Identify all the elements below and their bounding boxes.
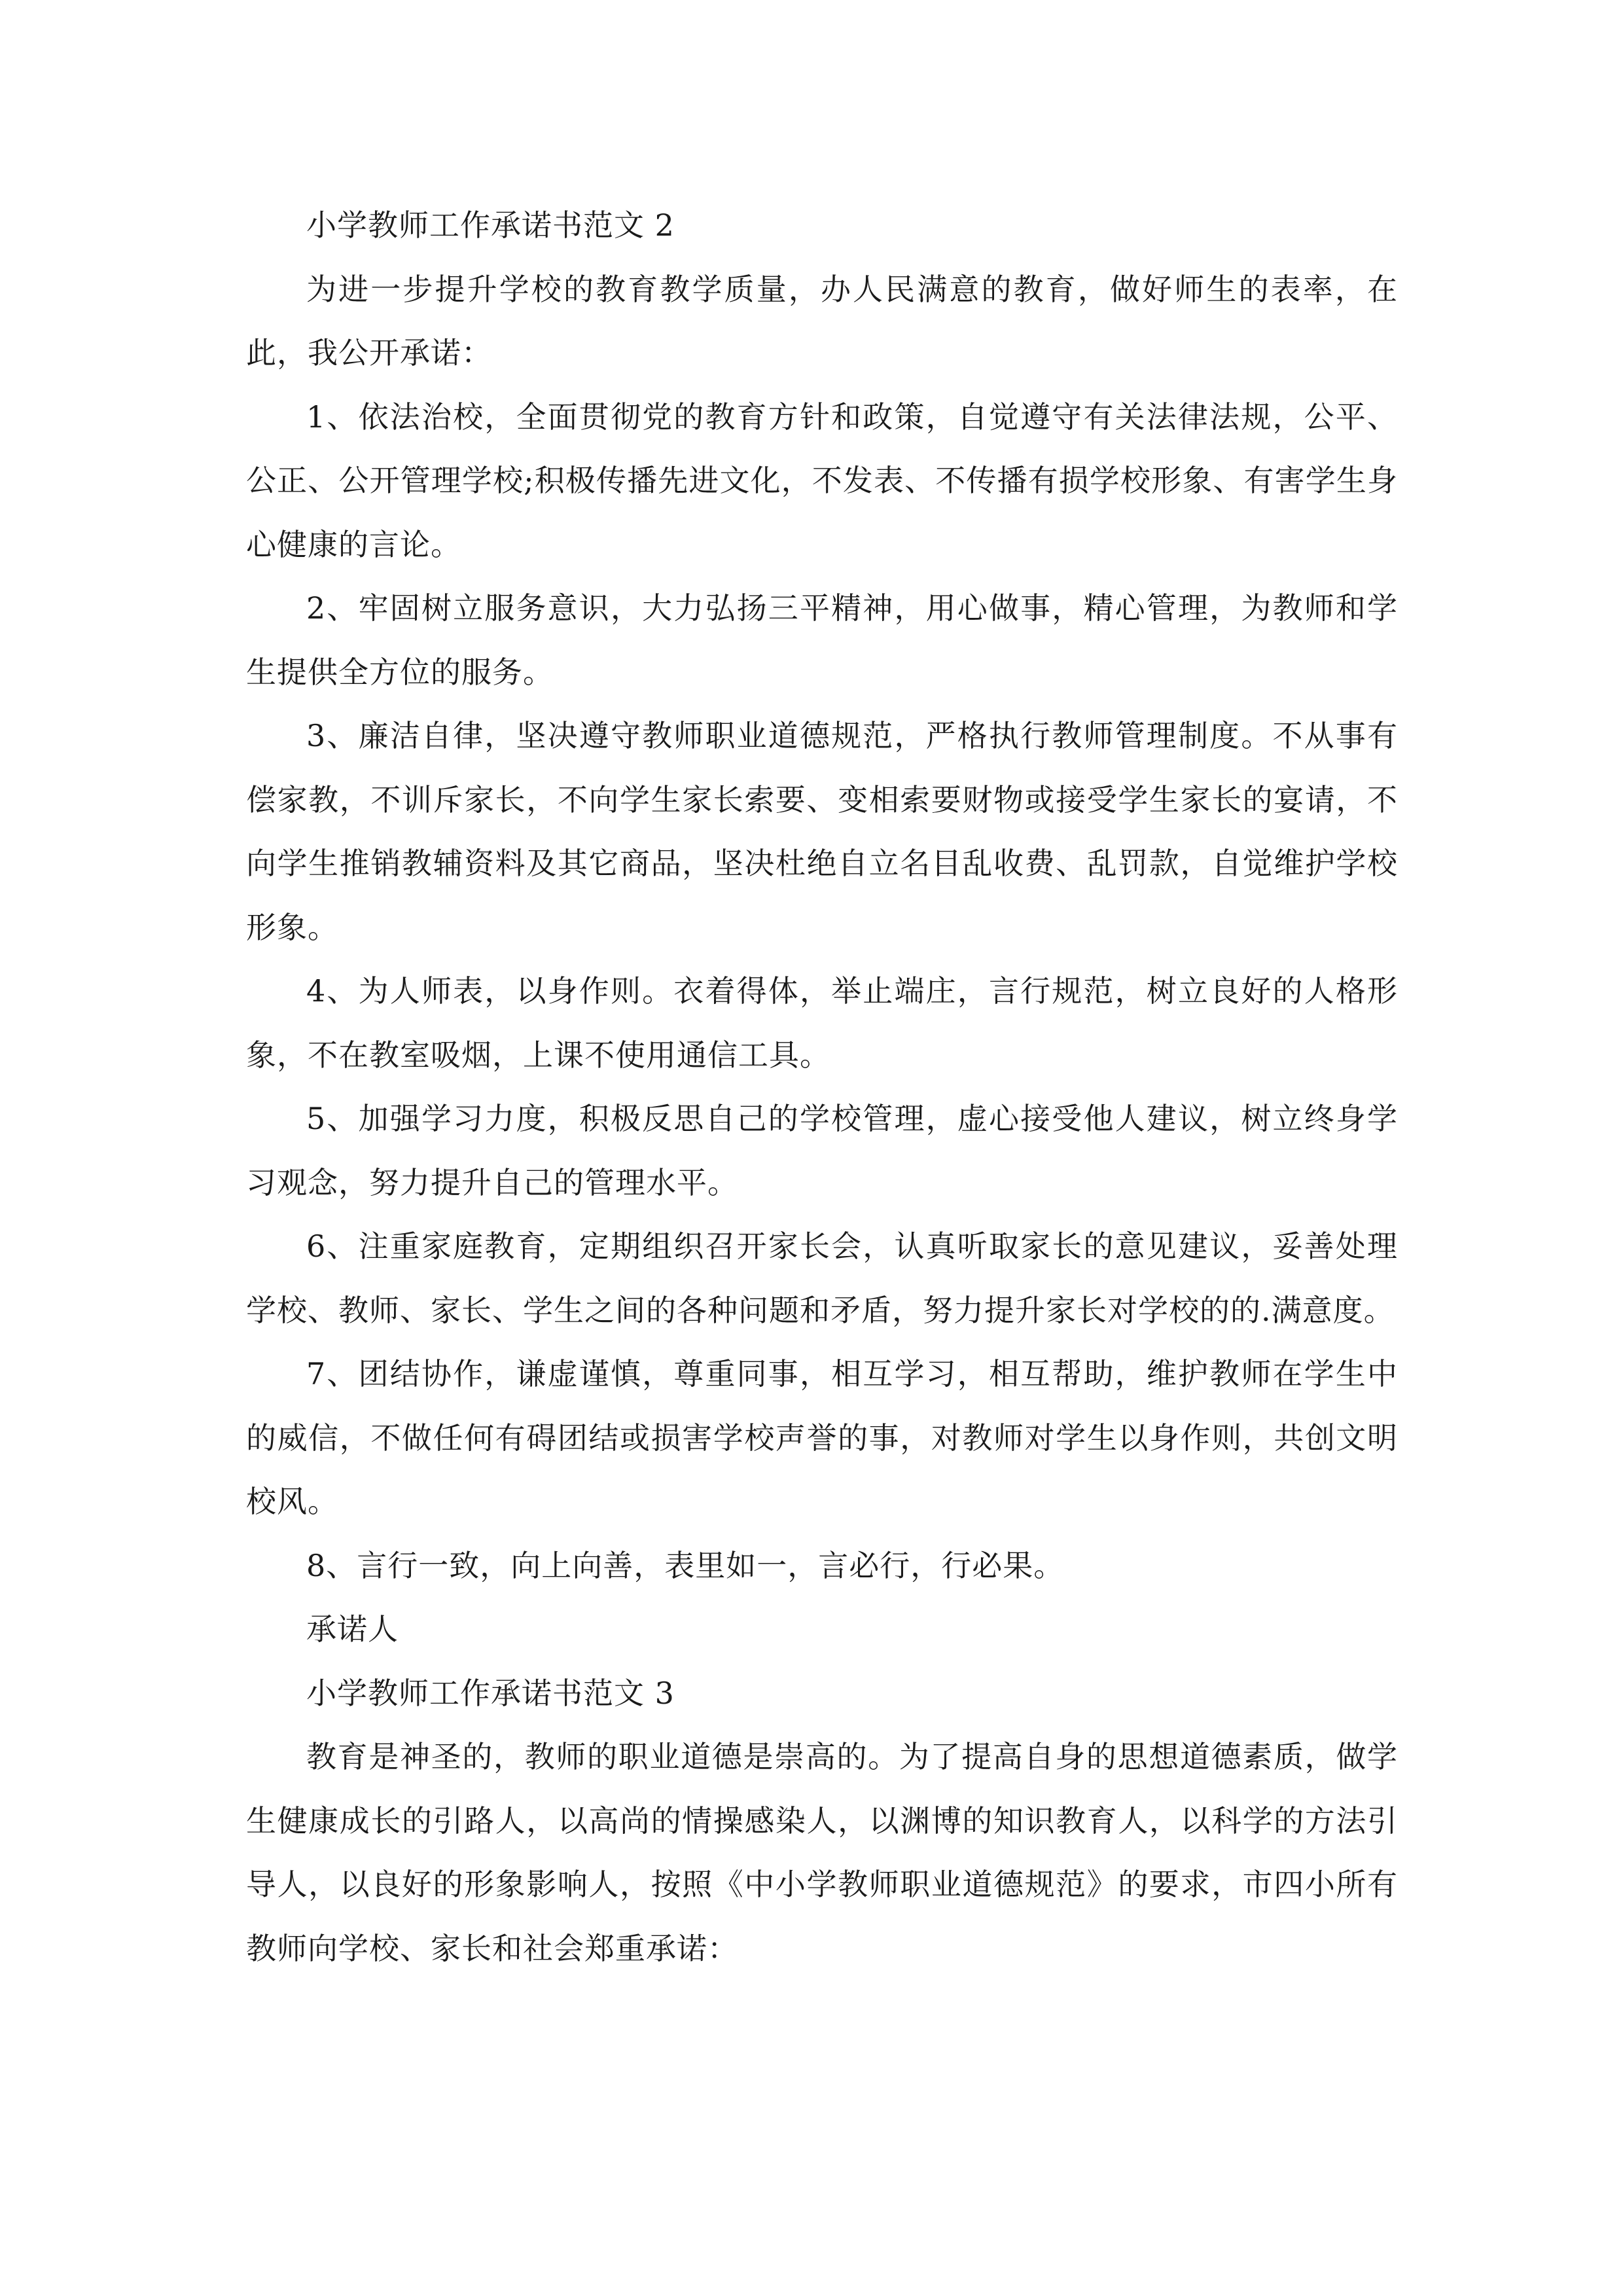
commitment-item-7: 7、团结协作，谦虚谨慎，尊重同事，相互学习，相互帮助，维护教师在学生中的威信，不做任何有碍团结或损害学校声誉的事，对教师对学生以身作则，共创文明校风。 bbox=[246, 1356, 1398, 1519]
signature-label: 承诺人 bbox=[306, 1611, 399, 1647]
commitment-item-2: 2、牢固树立服务意识，大力弘扬三平精神，用心做事，精心管理，为教师和学生提供全方位的服务。 bbox=[246, 590, 1398, 690]
section-3-intro: 教育是神圣的，教师的职业道德是崇高的。为了提高自身的思想道德素质，做学生健康成长的引路人，以高尚的情操感染人，以渊博的知识教育人，以科学的方法引导人，以良好的形象影响人，按照《中小学教师职业道德规范》的要求，市四小所有教师向学校、家长和社会郑重承诺： bbox=[246, 1739, 1398, 1966]
commitment-item-4: 4、为人师表，以身作则。衣着得体，举止端庄，言行规范，树立良好的人格形象，不在教室吸烟，上课不使用通信工具。 bbox=[246, 973, 1398, 1073]
section-2-intro: 为进一步提升学校的教育教学质量，办人民满意的教育，做好师生的表率，在此，我公开承诺： bbox=[246, 271, 1398, 370]
commitment-item-6: 6、注重家庭教育，定期组织召开家长会，认真听取家长的意见建议，妥善处理学校、教师、家长、学生之间的各种问题和矛盾，努力提升家长对学校的的.满意度。 bbox=[246, 1229, 1398, 1328]
commitment-item-8: 8、言行一致，向上向善，表里如一，言必行，行必果。 bbox=[306, 1547, 1065, 1583]
document-page bbox=[246, 194, 1398, 1981]
commitment-item-5: 5、加强学习力度，积极反思自己的学校管理，虚心接受他人建议，树立终身学习观念，努力提升自己的管理水平。 bbox=[246, 1101, 1398, 1200]
section-3-title: 小学教师工作承诺书范文 3 bbox=[306, 1675, 675, 1711]
commitment-item-1: 1、依法治校，全面贯彻党的教育方针和政策，自觉遵守有关法律法规，公平、公正、公开管理学校;积极传播先进文化，不发表、不传播有损学校形象、有害学生身心健康的言论。 bbox=[246, 399, 1398, 562]
section-2-title: 小学教师工作承诺书范文 2 bbox=[306, 207, 675, 243]
commitment-item-3: 3、廉洁自律，坚决遵守教师职业道德规范，严格执行教师管理制度。不从事有偿家教，不训斥家长，不向学生家长索要、变相索要财物或接受学生家长的宴请，不向学生推销教辅资料及其它商品，坚决杜绝自立名目乱收费、乱罚款，自觉维护学校形象。 bbox=[246, 718, 1398, 945]
